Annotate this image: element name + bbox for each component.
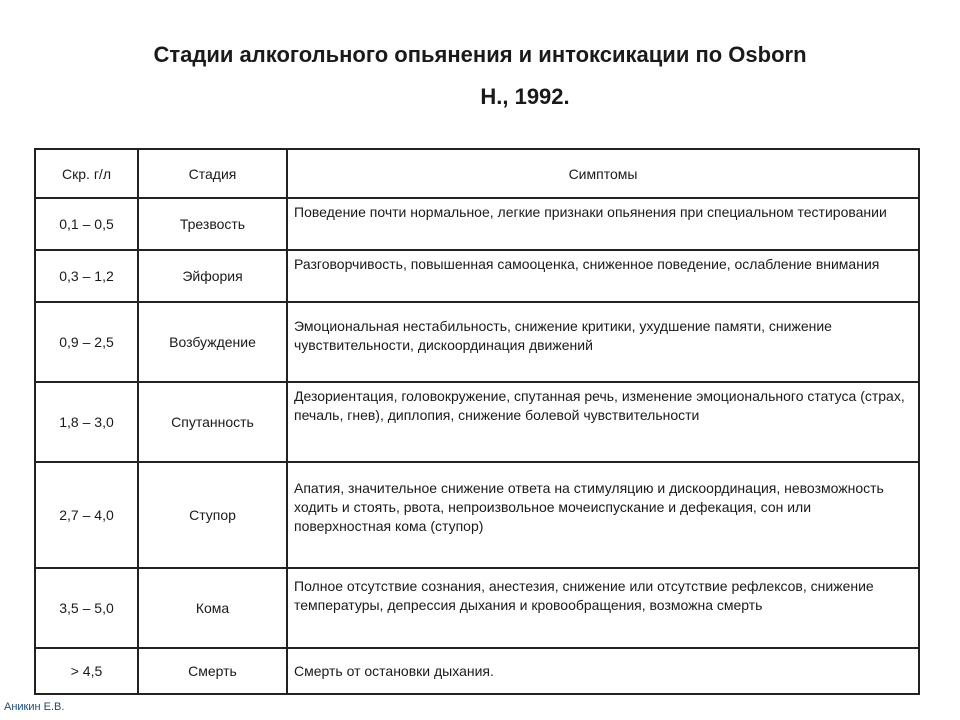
header-stage: Стадия [138,149,287,198]
stage-cell: Кома [138,568,287,648]
stage-cell: Трезвость [138,198,287,250]
symptoms-cell: Разговорчивость, повышенная самооценка, сниженное поведение, ослабление внимания [287,250,919,302]
stage-cell: Смерть [138,648,287,694]
table-row [35,568,919,648]
symptoms-cell: Дезориентация, головокружение, спутанная речь, изменение эмоционального статуса (страх, печаль, гнев), диплопия, снижение болевой чувствительности [287,382,919,462]
table-row [35,302,919,382]
table-row [35,382,919,462]
table-row [35,462,919,568]
concentration-cell: 0,9 – 2,5 [35,302,138,382]
stages-table [34,148,920,695]
concentration-cell: 0,3 – 1,2 [35,250,138,302]
symptoms-cell: Поведение почти нормальное, легкие признаки опьянения при специальном тестировании [287,198,919,250]
concentration-cell: > 4,5 [35,648,138,694]
stage-cell: Эйфория [138,250,287,302]
table-row [35,250,919,302]
concentration-cell: 0,1 – 0,5 [35,198,138,250]
concentration-cell: 2,7 – 4,0 [35,462,138,568]
stage-cell: Спутанность [138,382,287,462]
title-line-2: H., 1992. [480,84,570,109]
header-concentration: Скр. г/л [35,149,138,198]
concentration-cell: 3,5 – 5,0 [35,568,138,648]
symptoms-cell: Эмоциональная нестабильность, снижение критики, ухудшение памяти, снижение чувствительности, дискоординация движений [287,302,919,382]
stage-cell: Ступор [138,462,287,568]
table-row [35,198,919,250]
symptoms-cell: Смерть от остановки дыхания. [287,648,919,694]
page-title [60,34,900,118]
table-row [35,648,919,694]
header-symptoms: Симптомы [287,149,919,198]
concentration-cell: 1,8 – 3,0 [35,382,138,462]
symptoms-cell: Апатия, значительное снижение ответа на стимуляцию и дискоординация, невозможность ходить и стоять, рвота, непроизвольное мочеиспускание и дефекация, сон или поверхностная кома (ступор) [287,462,919,568]
stage-cell: Возбуждение [138,302,287,382]
table-header-row [35,149,919,198]
title-line-1: Стадии алкогольного опьянения и интоксикации по Osborn [153,42,807,67]
symptoms-cell: Полное отсутствие сознания, анестезия, снижение или отсутствие рефлексов, снижение температуры, депрессия дыхания и кровообращения, возможна смерть [287,568,919,648]
author-footer: Аникин Е.В. [4,701,65,713]
